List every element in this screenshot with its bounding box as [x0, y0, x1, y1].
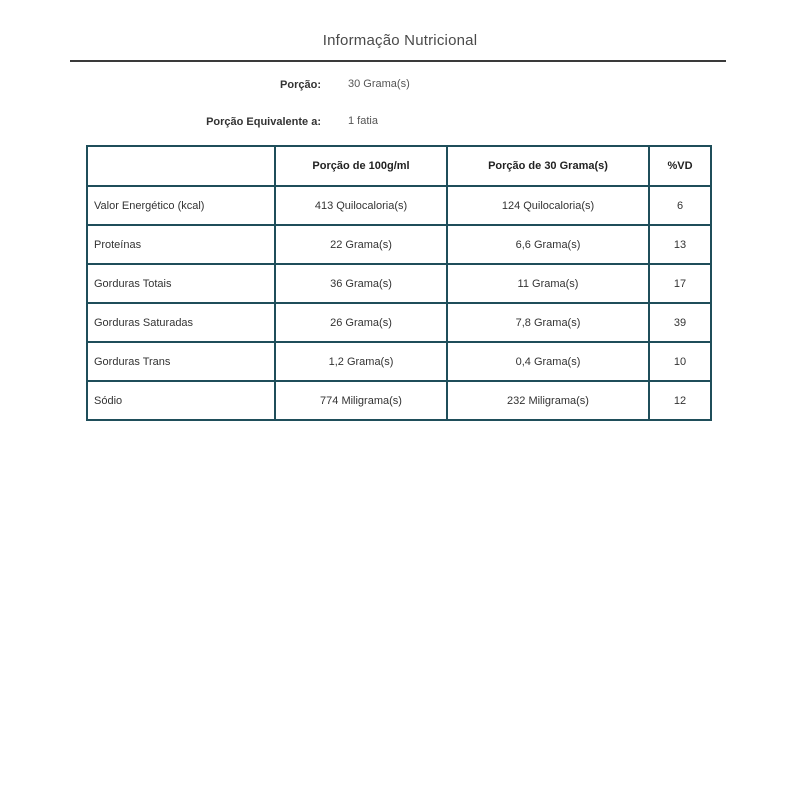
table-row [87, 381, 711, 420]
amount-per-portion: 232 Miligrama(s) [447, 381, 649, 420]
daily-value-percent: 39 [649, 303, 711, 342]
table-row [87, 186, 711, 225]
amount-per-100g: 1,2 Grama(s) [275, 342, 447, 381]
nutrient-name: Sódio [87, 381, 275, 420]
amount-per-portion: 7,8 Grama(s) [447, 303, 649, 342]
nutrient-name: Proteínas [87, 225, 275, 264]
header-nutrient [87, 146, 275, 186]
nutrient-name: Valor Energético (kcal) [87, 186, 275, 225]
daily-value-percent: 12 [649, 381, 711, 420]
nutrient-name: Gorduras Saturadas [87, 303, 275, 342]
amount-per-100g: 774 Miligrama(s) [275, 381, 447, 420]
amount-per-portion: 0,4 Grama(s) [447, 342, 649, 381]
amount-per-100g: 36 Grama(s) [275, 264, 447, 303]
equivalent-portion-value: 1 fatia [348, 115, 378, 127]
title-divider [70, 60, 726, 62]
portion-label: Porção: [280, 79, 321, 91]
equivalent-portion-label: Porção Equivalente a: [206, 116, 321, 128]
nutrient-name: Gorduras Totais [87, 264, 275, 303]
amount-per-portion: 11 Grama(s) [447, 264, 649, 303]
amount-per-portion: 124 Quilocaloria(s) [447, 186, 649, 225]
table-header-row [87, 146, 711, 186]
equivalent-portion-row [0, 113, 800, 133]
daily-value-percent: 17 [649, 264, 711, 303]
nutrient-name: Gorduras Trans [87, 342, 275, 381]
page-title: Informação Nutricional [322, 32, 478, 49]
table-row [87, 225, 711, 264]
amount-per-100g: 26 Grama(s) [275, 303, 447, 342]
header-daily-value: %VD [649, 146, 711, 186]
table-row [87, 264, 711, 303]
daily-value-percent: 6 [649, 186, 711, 225]
amount-per-100g: 413 Quilocaloria(s) [275, 186, 447, 225]
header-per-100g: Porção de 100g/ml [275, 146, 447, 186]
nutrition-table [86, 145, 712, 421]
amount-per-portion: 6,6 Grama(s) [447, 225, 649, 264]
portion-value: 30 Grama(s) [348, 78, 410, 90]
table-row [87, 342, 711, 381]
daily-value-percent: 10 [649, 342, 711, 381]
amount-per-100g: 22 Grama(s) [275, 225, 447, 264]
table-row [87, 303, 711, 342]
portion-row [0, 76, 800, 96]
daily-value-percent: 13 [649, 225, 711, 264]
header-per-portion: Porção de 30 Grama(s) [447, 146, 649, 186]
